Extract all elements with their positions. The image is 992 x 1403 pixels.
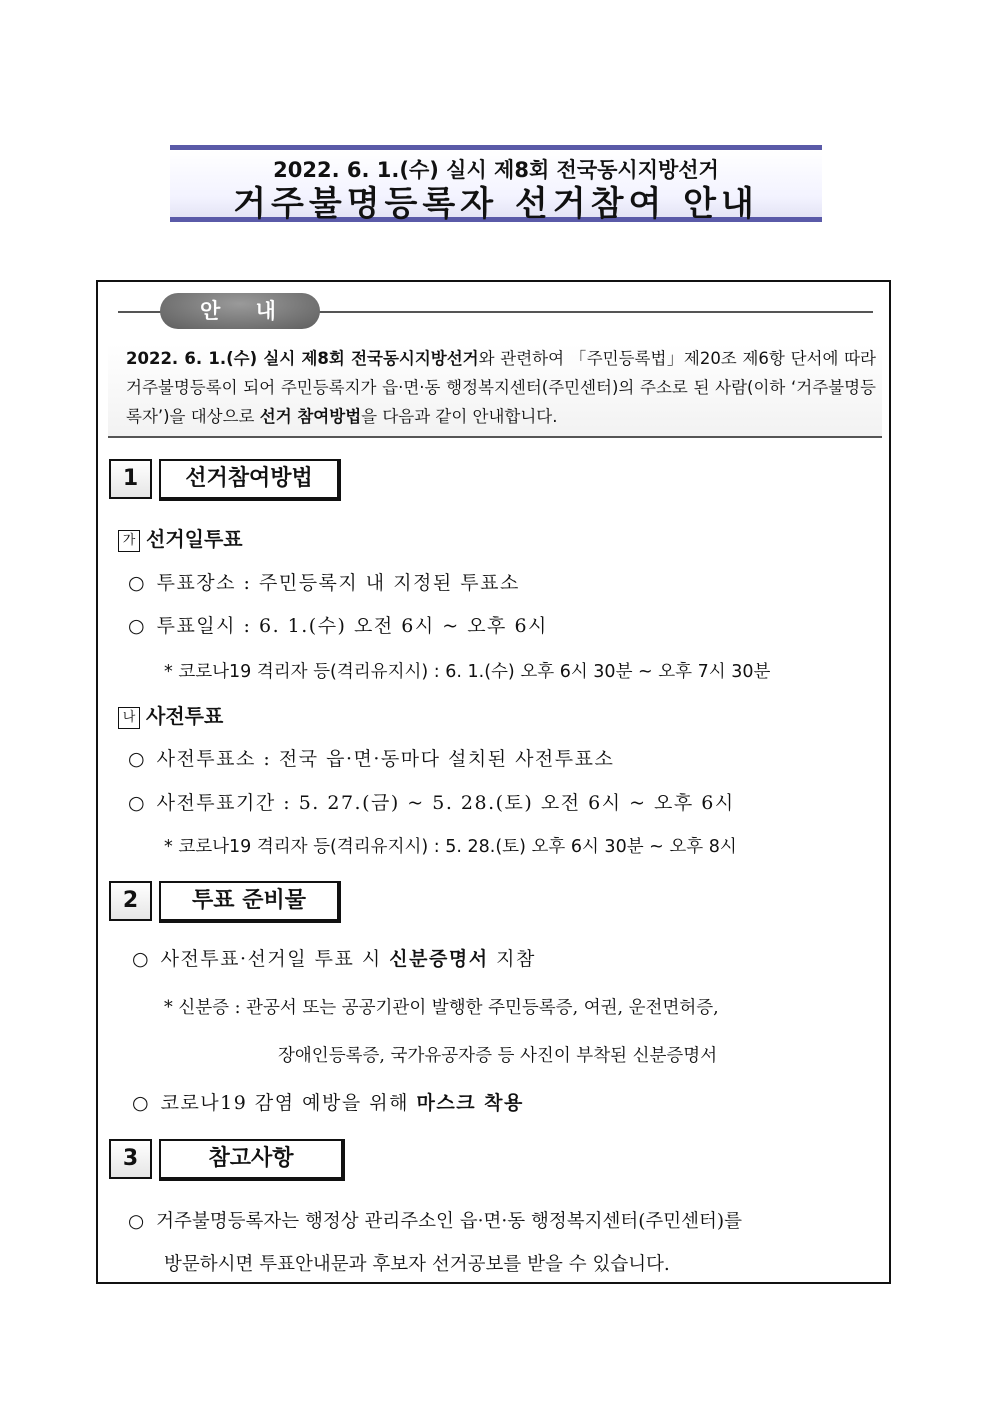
subsection-election-day <box>118 523 243 552</box>
intro-text-1: 와 관련하여 「주민등록법」제20조 제6항 단서에 따라 거주불명등록이 되어 주민등록지가 읍·면·동 행정복지센터(주민센터)의 주소로 된 사람(이하 ‘거주불명등록자’)을 대상으로 <box>126 349 876 426</box>
subsection-title: 사전투표 <box>146 704 224 728</box>
bullet-icon: ○ <box>128 1211 145 1232</box>
subsection-title: 선거일투표 <box>146 527 243 551</box>
list-item: ○ 사전투표소 : 전국 읍·면·동마다 설치된 사전투표소 <box>128 748 615 770</box>
list-item: ○ 거주불명등록자는 행정상 관리주소인 읍·면·동 행정복지센터(주민센터)를 <box>128 1211 743 1232</box>
section-title: 선거참여방법 <box>159 459 341 501</box>
section-number: 3 <box>109 1139 152 1179</box>
bullet-icon: ○ <box>132 1092 149 1114</box>
subsection-mark: 나 <box>118 707 140 729</box>
bullet-icon: ○ <box>128 792 145 814</box>
intro-election-name: 2022. 6. 1.(수) 실시 제8회 전국동시지방선거 <box>126 349 479 368</box>
section-number: 2 <box>109 881 152 921</box>
bullet-icon: ○ <box>128 748 145 770</box>
list-item: ○ 투표장소 : 주민등록지 내 지정된 투표소 <box>128 572 520 594</box>
note-text: * 신분증 : 관공서 또는 공공기관이 발행한 주민등록증, 여권, 운전면허증, <box>164 998 719 1018</box>
section-number: 1 <box>109 459 152 499</box>
content-frame <box>96 280 891 1284</box>
list-item-continuation: 방문하시면 투표안내문과 후보자 선거공보를 받을 수 있습니다. <box>164 1254 670 1275</box>
list-item: ○ 사전투표·선거일 투표 시 신분증명서 지참 <box>132 948 536 970</box>
bullet-icon: ○ <box>128 615 145 637</box>
subsection-mark: 가 <box>118 530 140 552</box>
page-title: 거주불명등록자 선거참여 안내 <box>233 184 759 224</box>
intro-paragraph <box>108 344 882 438</box>
list-item: ○ 코로나19 감염 예방을 위해 마스크 착용 <box>132 1092 524 1114</box>
notice-label: 안 내 <box>160 293 320 329</box>
subsection-early-voting <box>118 700 223 729</box>
intro-method-keyword: 선거 참여방법 <box>259 407 362 426</box>
note-text: * 코로나19 격리자 등(격리유지시) : 5. 28.(토) 오후 6시 30분 ~ 오후 8시 <box>164 837 737 857</box>
section-title: 참고사항 <box>159 1139 345 1181</box>
bullet-icon: ○ <box>132 948 149 970</box>
note-text: * 코로나19 격리자 등(격리유지시) : 6. 1.(수) 오후 6시 30분 ~ 오후 7시 30분 <box>164 662 771 682</box>
intro-text-2: 을 다음과 같이 안내합니다. <box>361 407 558 426</box>
list-item: ○ 투표일시 : 6. 1.(수) 오전 6시 ~ 오후 6시 <box>128 615 548 637</box>
title-subheading: 2022. 6. 1.(수) 실시 제8회 전국동시지방선거 <box>273 158 719 182</box>
list-item: ○ 사전투표기간 : 5. 27.(금) ~ 5. 28.(토) 오전 6시 ~ 오후 6시 <box>128 792 735 814</box>
section-title: 투표 준비물 <box>159 881 341 923</box>
title-banner <box>170 145 822 222</box>
note-text: 장애인등록증, 국가유공자증 등 사진이 부착된 신분증명서 <box>278 1046 718 1066</box>
bullet-icon: ○ <box>128 572 145 594</box>
